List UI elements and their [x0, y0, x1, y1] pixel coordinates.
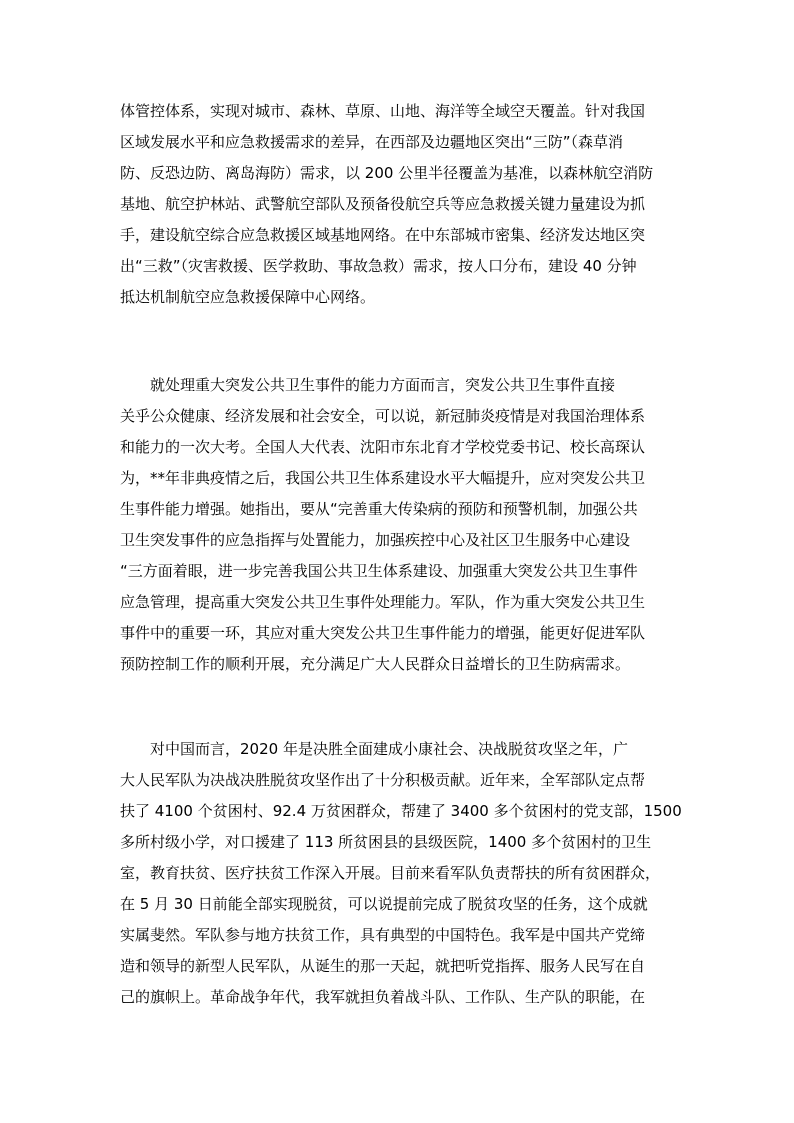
text-line: 出“三救”（灾害救援、医学救助、事故急救）需求，按人口分布，建设 40 分钟 — [120, 257, 637, 275]
text-line: 室，教育扶贫、医疗扶贫工作深入开展。目前来看军队负责帮扶的所有贫困群众， — [120, 864, 661, 882]
text-line: 造和领导的新型人民军队，从诞生的那一天起，就把听党指挥、服务人民写在自 — [120, 957, 646, 975]
text-line: 应急管理，提高重大突发公共卫生事件处理能力。军队，作为重大突发公共卫生 — [120, 593, 646, 611]
text-line: 为，**年非典疫情之后，我国公共卫生体系建设水平大幅提升，应对突发公共卫 — [120, 469, 646, 487]
text-line: 和能力的一次大考。全国人大代表、沈阳市东北育才学校党委书记、校长高琛认 — [120, 438, 646, 456]
text-line: 己的旗帜上。革命战争年代，我军就担负着战斗队、工作队、生产队的职能，在 — [120, 988, 646, 1006]
text-line: 抵达机制航空应急救援保障中心网络。 — [120, 288, 376, 306]
text-line: 多所村级小学，对口援建了 113 所贫困县的县级医院，1400 多个贫困村的卫生 — [120, 833, 652, 851]
text-line: 实属斐然。军队参与地方扶贫工作，具有典型的中国特色。我军是中国共产党缔 — [120, 926, 646, 944]
text-line: 扶了 4100 个贫困村、92.4 万贫困群众，帮建了 3400 多个贫困村的党支部，1500 — [120, 802, 682, 820]
text-line: 预防控制工作的顺利开展，充分满足广大人民群众日益增长的卫生防病需求。 — [120, 655, 631, 673]
paragraph-public-health — [120, 370, 680, 680]
text-line: 事件中的重要一环，其应对重大突发公共卫生事件能力的增强，能更好促进军队 — [120, 624, 646, 642]
text-line: 大人民军队为决战决胜脱贫攻坚作出了十分积极贡献。近年来，全军部队定点帮 — [120, 771, 646, 789]
text-line: 生事件能力增强。她指出，要从“完善重大传染病的预防和预警机制，加强公共 — [120, 500, 638, 518]
text-line: 区域发展水平和应急救援需求的差异，在西部及边疆地区突出“三防”（森草消 — [120, 133, 624, 151]
text-line: 在 5 月 30 日前能全部实现脱贫，可以说提前完成了脱贫攻坚的任务，这个成就 — [120, 895, 648, 913]
text-line: 手，建设航空综合应急救援区域基地网络。在中东部城市密集、经济发达地区突 — [120, 226, 646, 244]
text-line: 防、反恐边防、离岛海防）需求，以 200 公里半径覆盖为基准，以森林航空消防 — [120, 164, 654, 182]
text-line: “三方面着眼，进一步完善我国公共卫生体系建设、加强重大突发公共卫生事件 — [120, 562, 638, 580]
paragraph-poverty-alleviation — [120, 734, 680, 1013]
text-line: 卫生突发事件的应急指挥与处置能力，加强疾控中心及社区卫生服务中心建设 — [120, 531, 631, 549]
text-line: 对中国而言，2020 年是决胜全面建成小康社会、决战脱贫攻坚之年，广 — [120, 740, 628, 758]
text-line: 体管控体系，实现对城市、森林、草原、山地、海洋等全域空天覆盖。针对我国 — [120, 102, 646, 120]
paragraph-aviation-rescue — [120, 96, 680, 313]
text-line: 就处理重大突发公共卫生事件的能力方面而言，突发公共卫生事件直接 — [120, 376, 616, 394]
text-line: 基地、航空护林站、武警航空部队及预备役航空兵等应急救援关键力量建设为抓 — [120, 195, 646, 213]
text-line: 关乎公众健康、经济发展和社会安全，可以说，新冠肺炎疫情是对我国治理体系 — [120, 407, 646, 425]
